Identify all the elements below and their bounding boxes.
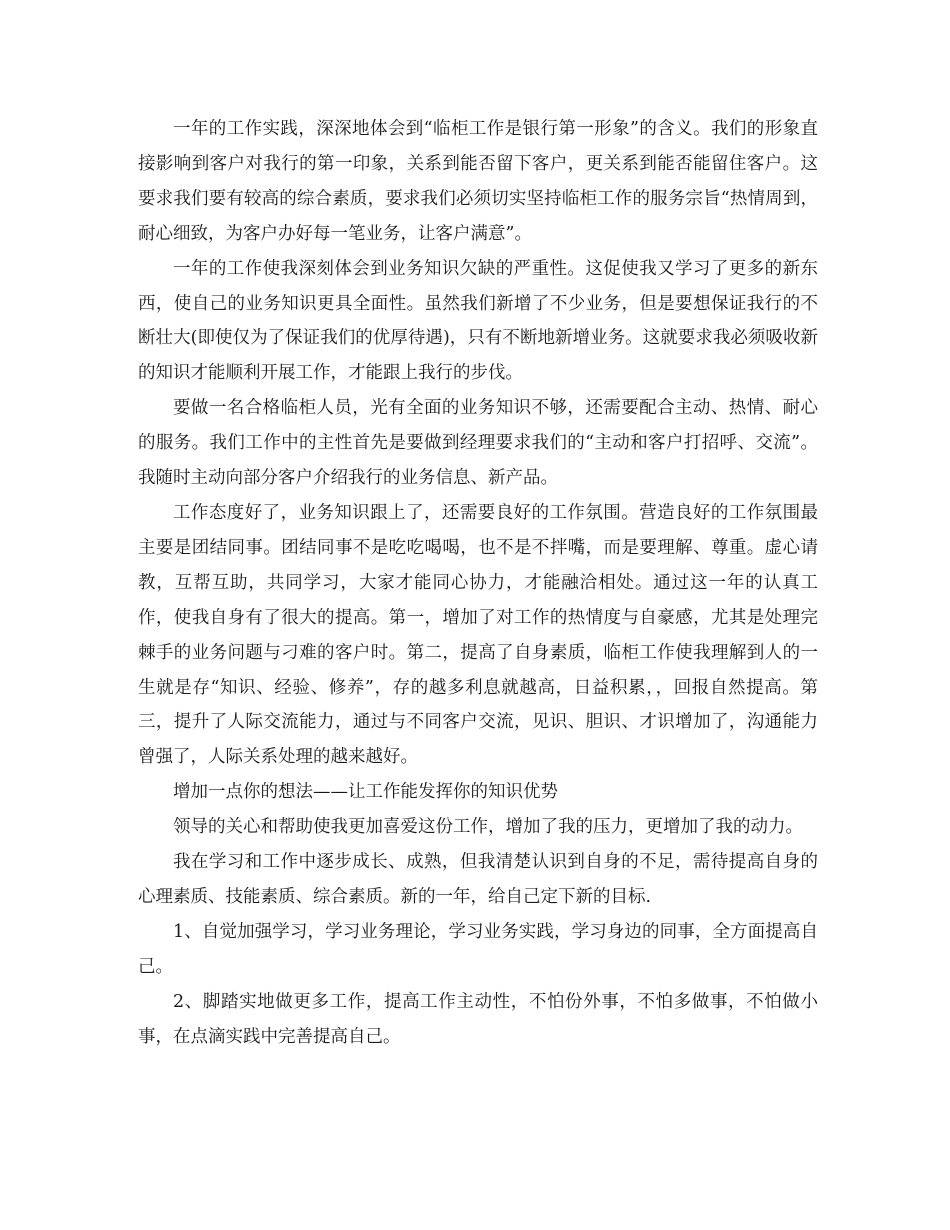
paragraph-2: 一年的工作使我深刻体会到业务知识欠缺的严重性。这促使我又学习了更多的新东西，使自己的业务知识更具全面性。虽然我们新增了不少业务，但是要想保证我行的不断壮大(即使仅为了保证我们的优厚待遇)，只有不断地新增业务。这就要求我必须吸收新的知识才能顺利开展工作，才能跟上我行的步伐。 — [138, 258, 818, 384]
paragraph-3: 要做一名合格临柜人员，光有全面的业务知识不够，还需要配合主动、热情、耐心的服务。我们工作中的主性首先是要做到经理要求我们的“主动和客户打招呼、交流”。我随时主动向部分客户介绍我行的业务信息、新产品。 — [138, 398, 818, 489]
paragraph-6: 我在学习和工作中逐步成长、成熟，但我清楚认识到自身的不足，需待提高自身的心理素质、技能素质、综合素质。新的一年，给自己定下新的目标. — [138, 852, 818, 907]
paragraph-4: 工作态度好了，业务知识跟上了，还需要良好的工作氛围。营造良好的工作氛围最主要是团结同事。团结同事不是吃吃喝喝，也不是不拌嘴，而是要理解、尊重。虚心请教，互帮互助，共同学习，大家才能同心协力，才能融洽相处。通过这一年的认真工作，使我自身有了很大的提高。第一，增加了对工作的热情度与自豪感，尤其是处理完棘手的业务问题与刁难的客户时。第二，提高了自身素质，临柜工作使我理解到人的一生就是存“知识、经验、修养”，存的越多利息就越高，日益积累，，回报自然提高。第三，提升了人际交流能力，通过与不同客户交流，见识、胆识、才识增加了，沟通能力曾强了，人际关系处理的越来越好。 — [138, 502, 818, 768]
goal-item-1: 1、自觉加强学习，学习业务理论，学习业务实践，学习身边的同事，全方面提高自己。 — [138, 921, 818, 977]
paragraph-1: 一年的工作实践，深深地体会到“临柜工作是银行第一形象”的含义。我们的形象直接影响到客户对我行的第一印象，关系到能否留下客户，更关系到能否能留住客户。这要求我们要有较高的综合素质，要求我们必须切实坚持临柜工作的服务宗旨“热情周到，耐心细致，为客户办好每一笔业务，让客户满意”。 — [138, 119, 818, 244]
goal-item-2: 2、脚踏实地做更多工作，提高工作主动性，不怕份外事，不怕多做事，不怕做小事，在点滴实践中完善提高自己。 — [138, 991, 818, 1047]
paragraph-heading: 增加一点你的想法——让工作能发挥你的知识优势 — [173, 782, 558, 803]
document-page — [138, 112, 818, 1054]
paragraph-5: 领导的关心和帮助使我更加喜爱这份工作，增加了我的压力，更增加了我的动力。 — [173, 817, 803, 838]
